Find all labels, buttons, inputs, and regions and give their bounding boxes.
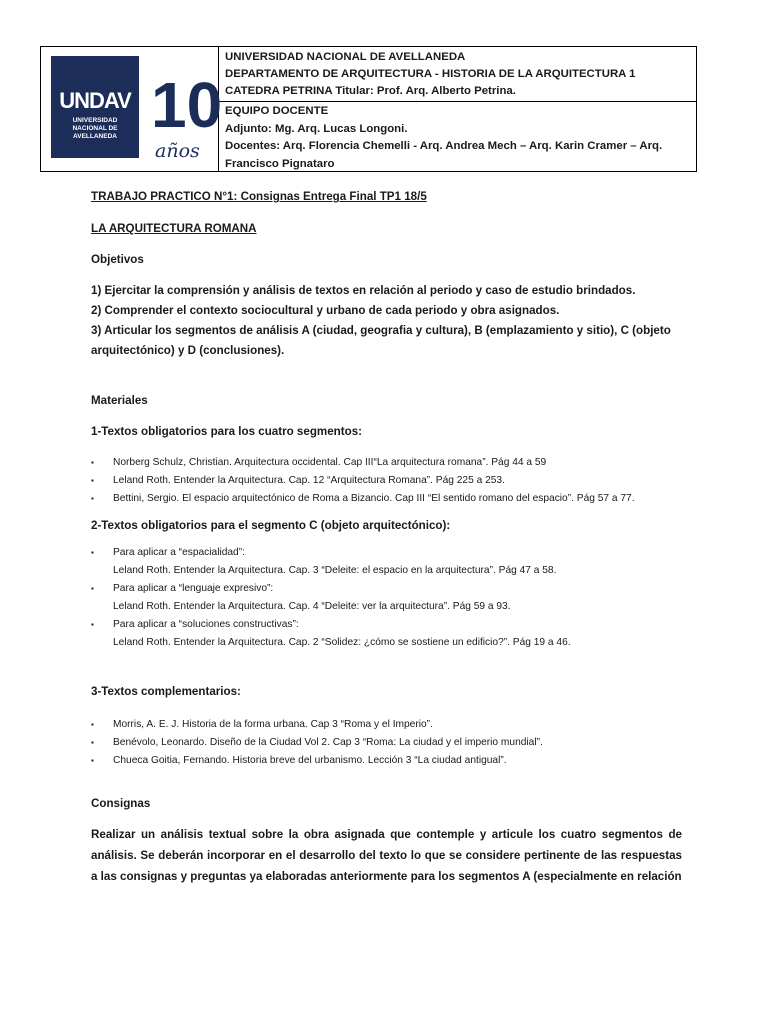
reference-text: Leland Roth. Entender la Arquitectura. Cap. 4 “Deleite: ver la arquitectura”. Pág 59 a 93. bbox=[113, 601, 511, 612]
bullet-icon: ▪ bbox=[91, 738, 94, 747]
bullet-icon: ▪ bbox=[91, 584, 94, 593]
list-item bbox=[91, 580, 682, 616]
undav-logo-subtitle bbox=[51, 117, 139, 141]
anniversary-word: años bbox=[155, 140, 200, 162]
list-item bbox=[91, 734, 682, 752]
subject-title: LA ARQUITECTURA ROMANA bbox=[91, 222, 257, 235]
materials-heading: Materiales bbox=[91, 394, 148, 407]
undav-logo-mark: UNDAV bbox=[59, 88, 131, 113]
instructions-text: Realizar un análisis textual sobre la obra asignada que contemple y articule los cuatro segmentos de análisis. Se deberán incorporar en el desarrollo del texto lo que se considere pertinente de las respuestas a las consignas y preguntas ya elaboradas anteriormente para los segmentos A (especialmente en relación bbox=[91, 828, 682, 883]
teachers-line: Francisco Pignataro bbox=[225, 157, 335, 170]
team-heading: EQUIPO DOCENTE bbox=[225, 105, 329, 117]
reference-text: Leland Roth. Entender la Arquitectura. Cap. 12 “Arquitectura Romana”. Pág 225 a 253. bbox=[113, 475, 505, 486]
section2-list bbox=[91, 544, 682, 652]
section3-heading: 3-Textos complementarios: bbox=[91, 685, 241, 698]
assignment-title bbox=[91, 187, 682, 207]
bullet-icon: ▪ bbox=[91, 756, 94, 765]
assignment-label: TRABAJO PRACTICO N°1: bbox=[91, 190, 238, 203]
objectives-list bbox=[91, 281, 682, 361]
objective-item: 3) Articular los segmentos de análisis A (ciudad, geografia y cultura), B (emplazamiento y sitio), C (objeto arquitectónico) y D (conclusiones). bbox=[91, 324, 671, 357]
objective-item: 1) Ejercitar la comprensión y análisis de textos en relación al periodo y caso de estudio brindados. bbox=[91, 284, 636, 297]
section3-list bbox=[91, 716, 682, 770]
reference-text: Norberg Schulz, Christian. Arquitectura occidental. Cap III“La arquitectura romana”. Pág 44 a 59 bbox=[113, 457, 547, 468]
chair-name: CATEDRA PETRINA Titular: Prof. Arq. Alberto Petrina. bbox=[225, 85, 516, 97]
adjunct: Adjunto: Mg. Arq. Lucas Longoni. bbox=[225, 122, 408, 135]
bullet-icon: ▪ bbox=[91, 458, 94, 467]
objective-item: 2) Comprender el contexto sociocultural y urbano de cada periodo y obra asignados. bbox=[91, 304, 560, 317]
department-name: DEPARTAMENTO DE ARQUITECTURA - HISTORIA DE LA ARQUITECTURA 1 bbox=[225, 68, 636, 80]
aspect-heading: Para aplicar a “soluciones constructivas”: bbox=[113, 619, 299, 630]
list-item bbox=[91, 752, 682, 770]
list-item bbox=[91, 454, 682, 472]
undav-logo-sub-line: NACIONAL DE bbox=[72, 125, 118, 132]
bullet-icon: ▪ bbox=[91, 494, 94, 503]
list-item bbox=[91, 544, 682, 580]
section1-heading: 1-Textos obligatorios para los cuatro segmentos: bbox=[91, 425, 363, 438]
objectives-heading: Objetivos bbox=[91, 253, 144, 266]
teaching-team-block bbox=[219, 102, 696, 174]
instructions-heading: Consignas bbox=[91, 797, 151, 810]
document-header bbox=[40, 46, 697, 172]
bullet-icon: ▪ bbox=[91, 476, 94, 485]
logo-cell bbox=[41, 47, 223, 171]
reference-text: Leland Roth. Entender la Arquitectura. Cap. 2 “Solidez: ¿cómo se sostiene un edificio?”. Pág 19 a 46. bbox=[113, 637, 571, 648]
section1-list bbox=[91, 454, 682, 508]
undav-logo bbox=[51, 56, 139, 158]
list-item bbox=[91, 472, 682, 490]
section2-heading: 2-Textos obligatorios para el segmento C (objeto arquitectónico): bbox=[91, 519, 451, 532]
reference-text: Bettini, Sergio. El espacio arquitectónico de Roma a Bizancio. Cap III “El sentido romano del espacio”. Pág 57 a 77. bbox=[113, 493, 635, 504]
reference-text: Chueca Goitia, Fernando. Historia breve del urbanismo. Lección 3 “La ciudad antigual”. bbox=[113, 755, 507, 766]
undav-logo-sub-line: AVELLANEDA bbox=[73, 133, 117, 140]
list-item bbox=[91, 490, 682, 508]
anniversary-number: 10 bbox=[151, 69, 223, 141]
aspect-heading: Para aplicar a “lenguaje expresivo”: bbox=[113, 583, 274, 594]
institution-block bbox=[219, 47, 696, 102]
reference-text: Benévolo, Leonardo. Diseño de la Ciudad Vol 2. Cap 3 “Roma: La ciudad y el imperio mundial”. bbox=[113, 737, 543, 748]
aspect-heading: Para aplicar a “espacialidad”: bbox=[113, 547, 245, 558]
header-info bbox=[219, 47, 696, 171]
bullet-icon: ▪ bbox=[91, 548, 94, 557]
list-item bbox=[91, 716, 682, 734]
teachers-line: Docentes: Arq. Florencia Chemelli - Arq. Andrea Mech – Arq. Karin Cramer – Arq. bbox=[225, 140, 663, 152]
reference-text: Leland Roth. Entender la Arquitectura. Cap. 3 “Deleite: el espacio en la arquitectura”. Pág 47 a 58. bbox=[113, 565, 557, 576]
anniversary-logo bbox=[149, 69, 223, 165]
university-name: UNIVERSIDAD NACIONAL DE AVELLANEDA bbox=[225, 51, 466, 63]
bullet-icon: ▪ bbox=[91, 720, 94, 729]
undav-logo-sub-line: UNIVERSIDAD bbox=[72, 117, 118, 124]
reference-text: Morris, A. E. J. Historia de la forma urbana. Cap 3 “Roma y el Imperio”. bbox=[113, 719, 433, 730]
bullet-icon: ▪ bbox=[91, 620, 94, 629]
list-item bbox=[91, 616, 682, 652]
assignment-subtitle: Consignas Entrega Final TP1 18/5 bbox=[237, 190, 427, 203]
document-body bbox=[91, 187, 682, 887]
